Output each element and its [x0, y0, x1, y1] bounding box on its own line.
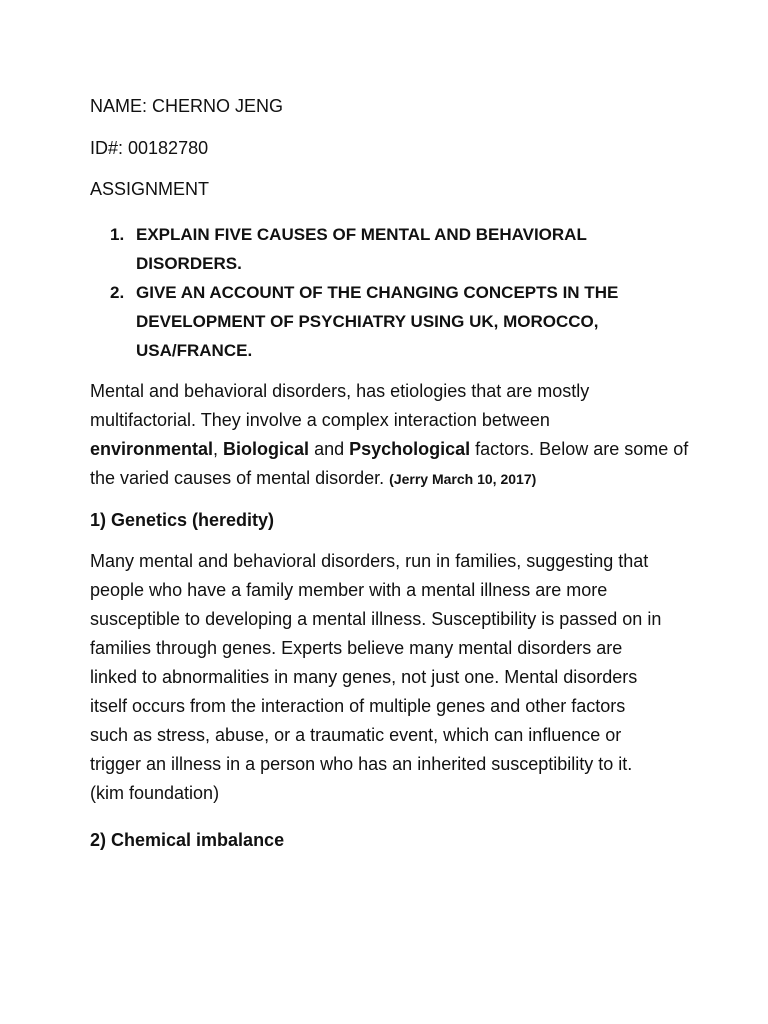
paragraph-line: families through genes. Experts believe many mental disorders are [90, 638, 623, 658]
intro-text: the varied causes of mental disorder. [90, 468, 390, 488]
genetics-paragraph [90, 547, 680, 808]
paragraph-line: linked to abnormalities in many genes, not just one. Mental disorders [90, 667, 638, 687]
intro-line [90, 435, 689, 464]
paragraph-line: Many mental and behavioral disorders, run in families, suggesting that [90, 551, 649, 571]
question-item [110, 278, 670, 365]
separator: and [309, 439, 350, 459]
question-text: GIVE AN ACCOUNT OF THE CHANGING CONCEPTS IN THE [136, 283, 619, 302]
question-text: DISORDERS. [136, 254, 242, 273]
intro-line: multifactorial. They involve a complex interaction between [90, 410, 550, 430]
paragraph-line: (kim foundation) [90, 783, 220, 803]
keyword-environmental: environmental [90, 439, 214, 459]
question-text: USA/FRANCE. [136, 341, 253, 360]
paragraph-line: susceptible to developing a mental illness. Susceptibility is passed on in [90, 609, 662, 629]
question-text: EXPLAIN FIVE CAUSES OF MENTAL AND BEHAVIORAL [136, 225, 587, 244]
assignment-heading: ASSIGNMENT [90, 179, 210, 199]
question-item [110, 220, 670, 278]
question-number: 2. [110, 283, 125, 302]
keyword-biological: Biological [223, 439, 310, 459]
paragraph-line: trigger an illness in a person who has an inherited susceptibility to it. [90, 754, 633, 774]
citation: (Jerry March 10, 2017) [389, 471, 537, 487]
keyword-psychological: Psychological [349, 439, 471, 459]
id-line: ID#: 00182780 [90, 138, 209, 158]
name-line: NAME: CHERNO JENG [90, 96, 284, 116]
paragraph-line: people who have a family member with a mental illness are more [90, 580, 608, 600]
question-list [110, 220, 670, 365]
question-number: 1. [110, 225, 125, 244]
intro-line: Mental and behavioral disorders, has etiologies that are mostly [90, 381, 590, 401]
intro-text: factors. Below are some of [470, 439, 689, 459]
section-heading-chemical-imbalance: 2) Chemical imbalance [90, 830, 285, 850]
question-text: DEVELOPMENT OF PSYCHIATRY USING UK, MOROCCO, [136, 312, 599, 331]
intro-line [90, 464, 680, 494]
paragraph-line: itself occurs from the interaction of multiple genes and other factors [90, 696, 626, 716]
intro-paragraph [90, 377, 689, 494]
separator: , [213, 439, 224, 459]
section-heading-genetics: 1) Genetics (heredity) [90, 510, 275, 530]
paragraph-line: such as stress, abuse, or a traumatic event, which can influence or [90, 725, 622, 745]
